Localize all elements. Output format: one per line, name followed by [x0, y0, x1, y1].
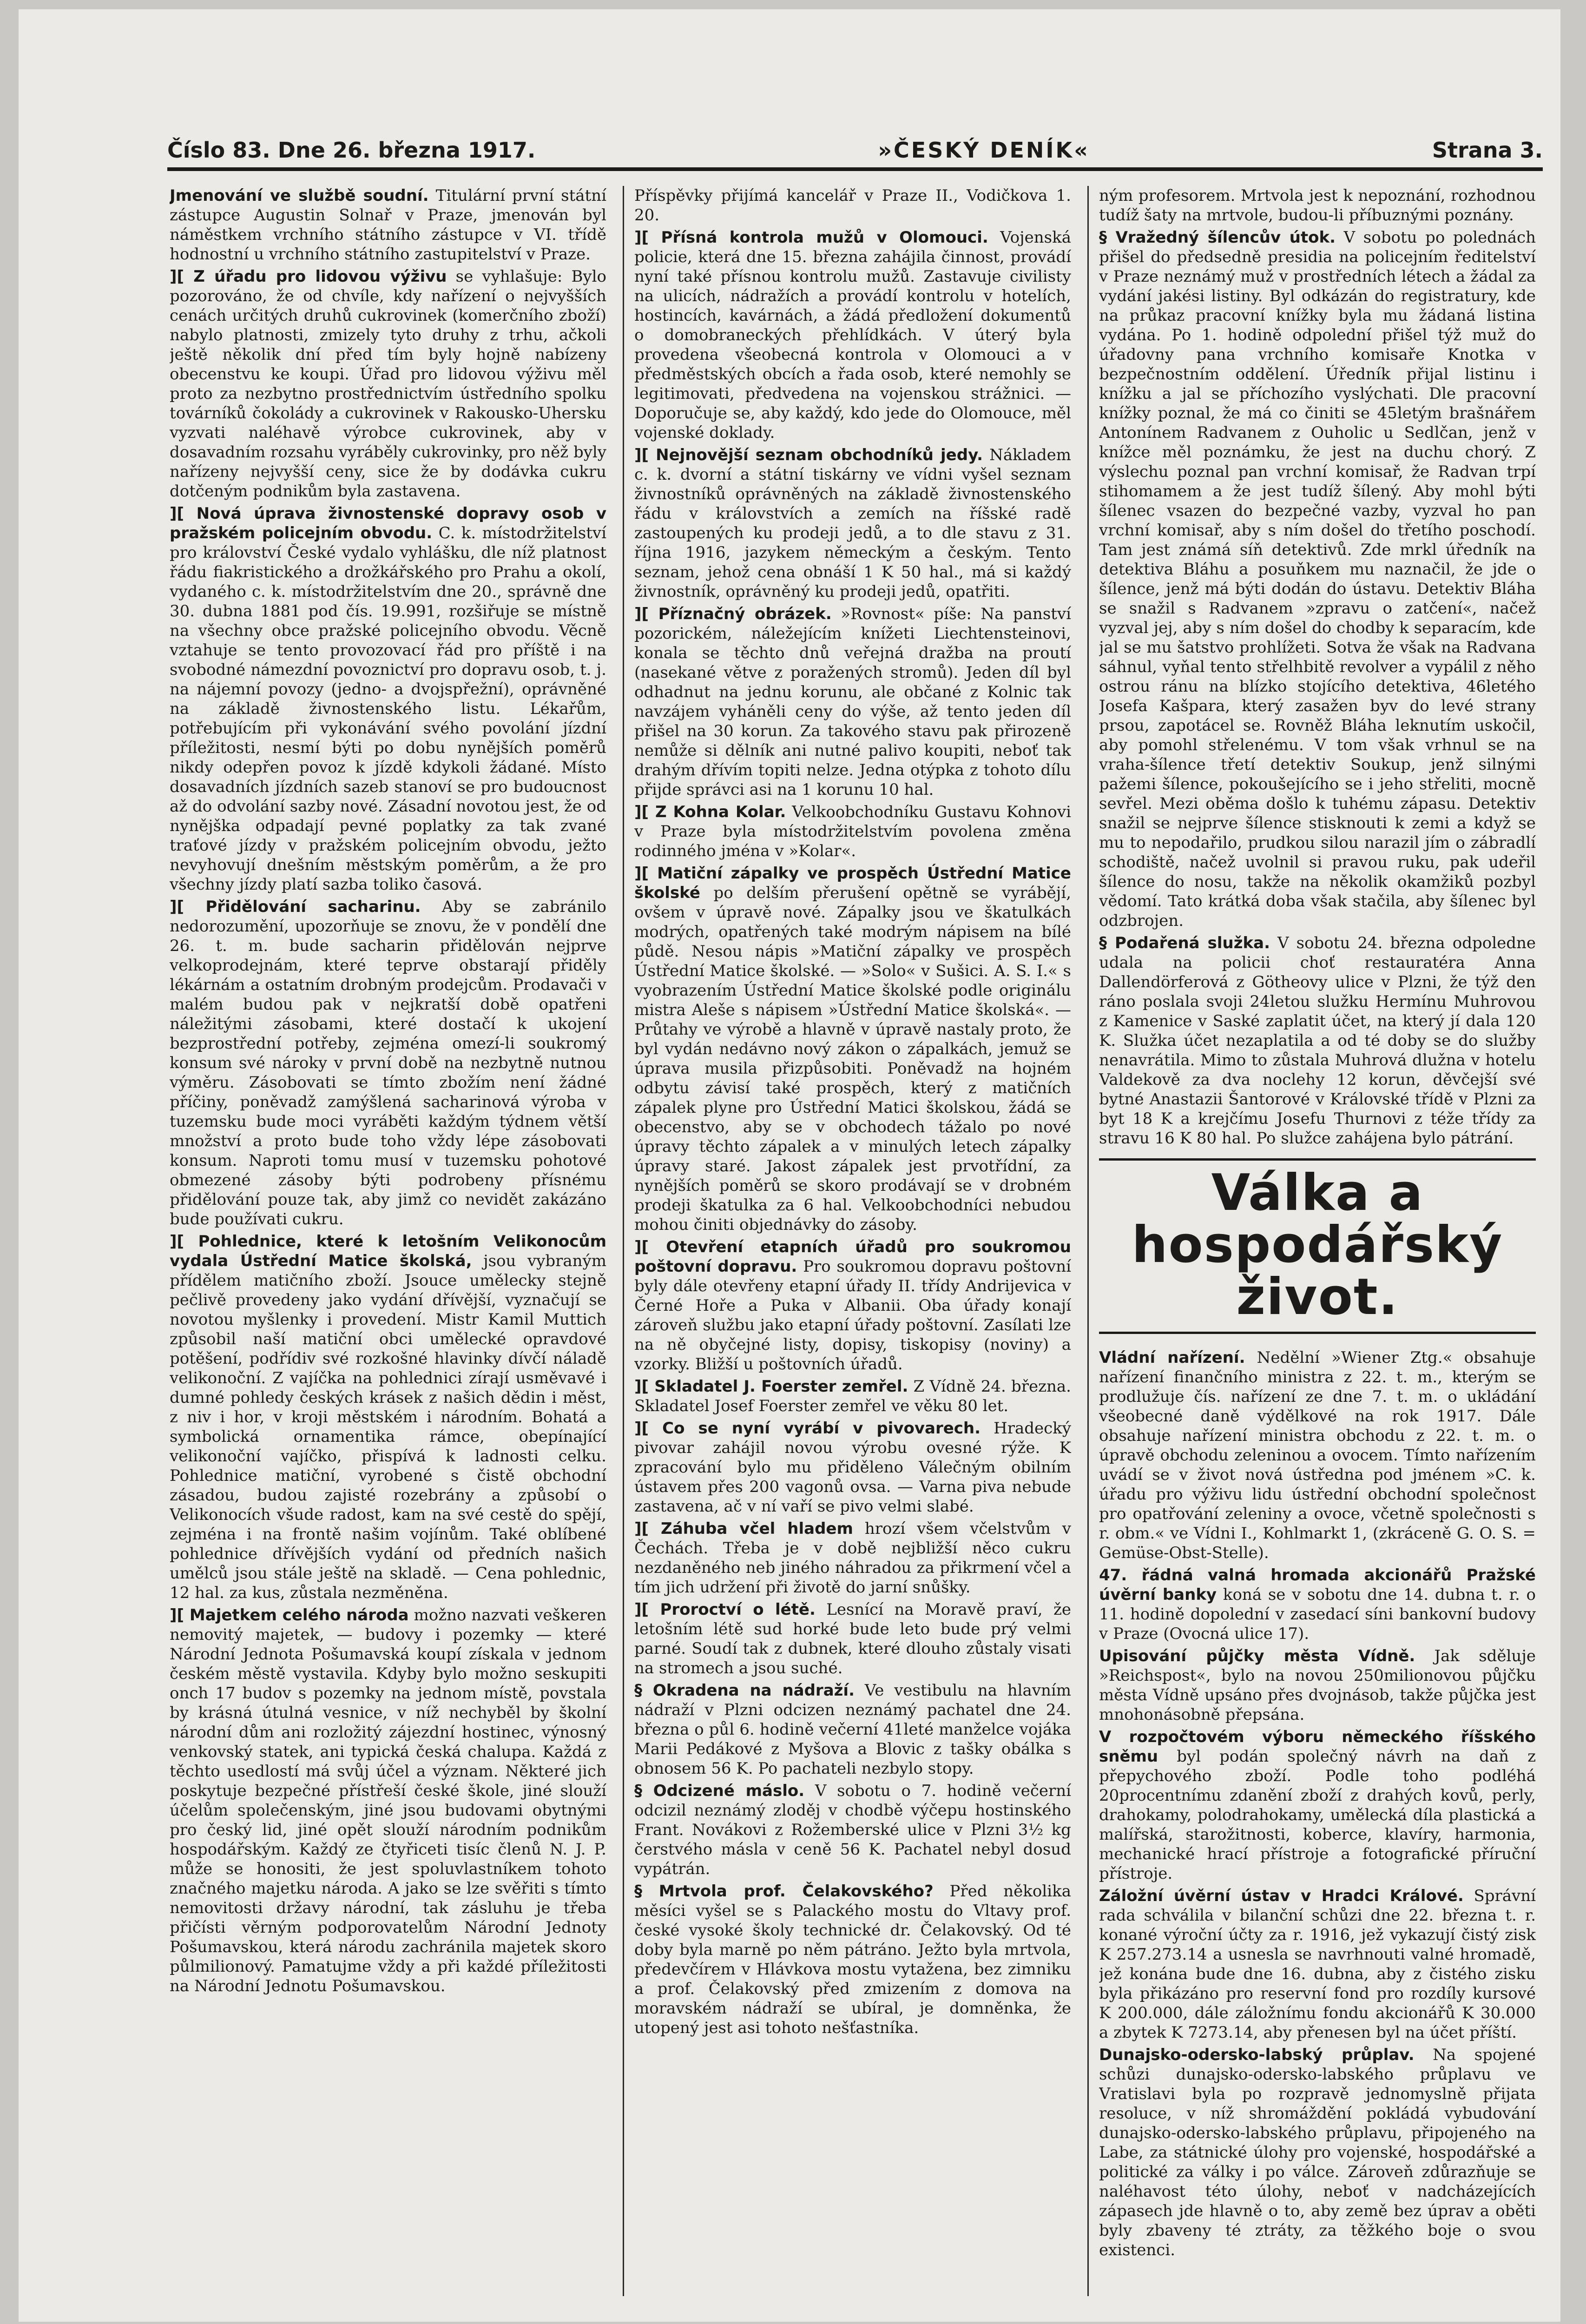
article-paragraph: [634, 1377, 1071, 1416]
article-heading: ][ Z Kohna Kolar.: [634, 803, 786, 821]
article-paragraph: [634, 228, 1071, 442]
article-heading: ][ Příznačný obrázek.: [634, 605, 832, 623]
article-text: V sobotu o 7. hodině večerní odcizil neznámý zloděj v chodbě výčepu hostinského Frant. Novákovi z Rožemberské ulice v Plzni 3½ kg čerstvého másla v ceně 56 K. Pachatel nebyl dosud vypátrán.: [634, 1782, 1071, 1878]
article-heading: ][ Přidělování sacharinu.: [170, 898, 421, 916]
article-text: Na spojené schůzi dunajsko-odersko-labského průplavu ve Vratislavi byla po rozpravě jednomyslně přijata resoluce, v níž shromáždění pokládá vybudování dunajsko-odersko-labského průplavu, připojeného na Labe, za státnické úlohy pro vojenské, hospodářské a politické za války i po válce. Zároveň zdůrazňuje se naléhavost této úlohy, neboť v nadcházejících zápasech jde hlavně o to, aby země bez úprav a oběti byly zbaveny té ztráty, za těžkého boje o svou existenci.: [1099, 2046, 1536, 2259]
newspaper-page: [19, 9, 1560, 2322]
article-paragraph: [1099, 1727, 1536, 1883]
column-3: [1099, 186, 1536, 2296]
article-paragraph: [170, 1605, 606, 1996]
article-heading: ][ Matiční zápalky ve prospěch Ústřední Matice školské: [634, 864, 1071, 902]
article-text: Titulární první státní zástupce Augustin Solnař v Praze, jmenován byl náměstkem vrchního státního zástupce v VI. třídě hodnostní u vrchního státního zastupitelství v Praze.: [170, 186, 606, 264]
article-text: Vojenská policie, která dne 15. března zahájila činnost, provádí nyní také přísnou kontrolu mužů. Zastavuje civilisty na ulicích, nádražích a provádí kontrolu v hotelích, hostincích, kavárnách, a žádá předložení dokumentů o domobraneckých přehlídkách. V úterý byla provedena všeobecná kontrola v Olomouci a v předměstských obcích a řada osob, které nemohly se legitimovati, předvedena na vojenskou strážnici. — Doporučuje se, aby každý, kdo jede do Olomouce, měl vojenské doklady.: [634, 228, 1071, 442]
page-header: [167, 125, 1543, 163]
article-paragraph: [634, 1600, 1071, 1678]
article-heading: § Vražedný šílencův útok.: [1099, 228, 1336, 247]
article-heading: V rozpočtovém výboru německého říšského sněmu: [1099, 1728, 1536, 1766]
article-text: Ve vestibulu na hlavním nádraží v Plzni odcizen neznámý pachatel dne 24. března o půl 6. hodině večerní 41leté manželce vojáka Marii Pedákové z Myšova a Blovic z tašky obálka s obnosem 56 K. Po pachateli nezbylo stopy.: [634, 1681, 1071, 1778]
article-paragraph: [170, 267, 606, 501]
article-text: se vyhlašuje: Bylo pozorováno, že od chvíle, kdy nařízení o nejvyšších cenách určitých druhů cukrovinek (komerčního zboží) nabylo platnosti, zmizely tyto druhy z trhu, ačkoli ještě několik dní před tím byly hojně nabízeny obecenstvu ke koupi. Úřad pro lidovou výživu měl proto za nezbytno prostřednictvím ústředního spolku továrníků čokolády a cukrovinek v Rakousko-Uhersku vyzvati naléhavě výrobce cukrovinek, aby v dosavadním rozsahu vyráběly cukrovinky, pro něž byly nařízeny nejvyšší ceny, sice že by dodávka cukru dotčeným podnikům byla zastavena.: [170, 267, 606, 501]
article-heading: ][ Přísná kontrola mužů v Olomouci.: [634, 228, 988, 247]
article-text: Příspěvky přijímá kancelář v Praze II., Vodičkova 1. 20.: [634, 186, 1071, 224]
article-paragraph: [634, 1519, 1071, 1597]
article-text: Nedělní »Wiener Ztg.« obsahuje nařízení finančního ministra z 22. t. m., kterým se prodlužuje čís. nařízení ze dne 7. t. m. o ukládání všeobecné daně výdělkové na rok 1917. Dále obsahuje nařízení ministra obchodu z 22. t. m. o úpravě obchodu zeleninou a ovocem. Tímto nařízením uvádí se v život nová ústředna pod jménem »C. k. úřadu pro výživu lidu ústřední obchodní společnost pro opatřování zeleniny a ovoce, včetně společnosti s r. obm.« ve Vídni I., Kohlmarkt 1, (zkráceně G. O. S. = Gemüse-Obst-Stelle).: [1099, 1348, 1536, 1562]
article-paragraph: [1099, 228, 1536, 931]
article-paragraph: [634, 1237, 1071, 1374]
article-heading: Vládní nařízení.: [1099, 1348, 1245, 1367]
section-title-line-1: Válka a hospodářský: [1132, 1164, 1503, 1274]
article-text: Nákladem c. k. dvorní a státní tiskárny ve vídni vyšel seznam živnostníků oprávněných na základě živnostenského řádu v královstvích a zemích na říšské radě zastoupených ku prodeji jedů, a to dle stavu z 31. října 1916, jazykem německým a českým. Tento seznam, jehož cena obnáší 1 K 50 hal., má si každý živnostník, oprávněný ku prodeji jedů, opatřiti.: [634, 446, 1071, 601]
article-paragraph: [1099, 1565, 1536, 1644]
article-text: hrozí všem včelstvům v Čechách. Třeba je v době nejbližší něco cukru nezdaněného neb jiného náhradou za přikrmení včel a tím jich udržení při životě do jarní snůšky.: [634, 1519, 1071, 1597]
column-2: [634, 186, 1071, 2296]
article-heading: ][ Nová úprava živnostenské dopravy osob v pražském policejním obvodu.: [170, 504, 606, 542]
article-text: »Rovnost« píše: Na panství pozorickém, náležejícím knížeti Liechtensteinovi, konala se těchto dnů veřejná dražba na proutí (nasekané větve z poražených stromů). Jeden díl byl odhadnut na jednu korunu, ale občané z Kolnic tak navzájem vyháněli ceny do výše, až tento jeden díl přišel na 30 korun. Za takového stavu pak přirozeně nemůže si dělník ani nutné palivo koupiti, neboť tak drahým dřívím topiti nelze. Jedna otýpka z tohoto dílu přijde správci asi na 1 korunu 10 hal.: [634, 605, 1071, 799]
article-text: Aby se zabránilo nedorozumění, upozorňuje se znovu, že v pondělí dne 26. t. m. bude sacharin přidělován nejprve velkoprodejnám, které teprve obstarají přiděly lékárnám a ostatním drobným prodejcům. Prodavači v malém budou pak v nejkratší době opatřeni náležitými zásobami, které dostačí k ukojení bezprostřední potřeby, zejména omezí-li soukromý konsum své nároky v první době na nezbytně nutnou výměru. Zásobovati se tímto zbožím není žádné příčiny, poněvadž zamýšlená sacharinová výroba v tuzemsku bude moci vyráběti každým týdnem větší množství a proto bude toho vždy lépe zásobovati konsum. Naproti tomu musí v tuzemsku pohotové obmezené zásoby býti podrobeny přísnému přidělování pouze tak, aby jimž co nevidět zakázáno bude používati cukru.: [170, 898, 606, 1228]
article-heading: § Mrtvola prof. Čelakovského?: [634, 1882, 934, 1901]
article-heading: ][ Z úřadu pro lidovou výživu: [170, 267, 447, 286]
article-text: V sobotu 24. března odpoledne udala na policii choť restauratéra Anna Dallendörferová z Götheovy ulice v Plzni, že týž den ráno poslala svoji 24letou služku Hermínu Muhrovou z Kamenice v Saské zaplatit účet, na který jí dala 120 K. Služka účet nezaplatila a od té doby se do služby nenavrátila. Mimo to zůstala Muhrová dlužna v hotelu Valdekově za dva noclehy 12 korun, děvčejší své bytné Anastazii Šantorové v Královské třídě v Plzni za byt 18 K a krejčímu Josefu Thurnovi z téže třídy za stravu 16 K 80 hal. Po služce zahájena bylo pátrání.: [1099, 934, 1536, 1148]
article-text: ným profesorem. Mrtvola jest k nepoznání, rozhodnou tudíž šaty na mrtvole, budou-li příbuznými poznány.: [1099, 186, 1536, 224]
article-heading: ][ Co se nyní vyrábí v pivovarech.: [634, 1419, 981, 1438]
article-paragraph: [634, 1419, 1071, 1516]
article-paragraph: [1099, 2045, 1536, 2260]
article-paragraph: [170, 1232, 606, 1603]
article-paragraph: [634, 864, 1071, 1235]
article-heading: Záložní úvěrní ústav v Hradci Králové.: [1099, 1887, 1464, 1905]
article-paragraph: [634, 445, 1071, 601]
article-text: C. k. místodržitelství pro království České vydalo vyhlášku, dle níž platnost řádu fiakristického a drožkářského pro Prahu a okolí, vydaného c. k. místodržitelstvím dne 20., správně dne 30. dubna 1881 pod čís. 19.991, rozšiřuje se místně na všechny obce pražské policejního obvodu. Věcně vztahuje se tento provozovací řád pro příště i na svobodné námezdní povoznictví pro dopravu osob, t. j. na nájemní povozy (jedno- a dvojspřežní), oprávněné na základě živnostenského listu. Lékařům, potřebujícím při vykonávání svého povolání jízdní příležitosti, nesmí býti po dobu nynějších poměrů nikdy odepřen povoz k jízdě kdykoli žádané. Místo dosavadních jízdních sazeb stanoví se pro budoucnost až do odvolání sazby nové. Zásadní novotou jest, že od nynějška odpadají pevné poplatky za tak zvané traťové jízdy v pražském policejním obvodu, ježto nevyhovují dnešním městským poměrům, a že pro všechny jízdy platí sazba toliko časová.: [170, 524, 606, 894]
article-paragraph: [634, 1781, 1071, 1879]
article-text: Hradecký pivovar zahájil novou výrobu ovesné rýže. K zpracování bylo mu přiděleno Válečným obilním ústavem přes 200 vagonů ovsa. — Varna piva nebude zastavena, ač v ní vaří se pivo velmi slabé.: [634, 1419, 1071, 1516]
article-paragraph: [634, 802, 1071, 861]
column-divider: [623, 186, 624, 2296]
article-heading: ][ Proroctví o létě.: [634, 1600, 816, 1619]
section-title-line-2: život.: [1236, 1268, 1399, 1326]
article-text: jsou vybraným přídělem matičního zboží. Jsouce umělecky stejně pečlivě provedeny jako vydání dřívější, vyznačují se novotou myšlenky i provedení. Mistr Kamil Muttich způsobil naší matiční obci umělecké opravdové potěšení, podřídiv své rozkošné hlavinky dívčí náladě velikonoční. Z vajíčka na pohlednici zírají usměvavé i dumné pohledy českých krásek z našich dědin i měst, z niv i hor, v kroji městském i národním. Bohatá a symbolická ornamentika rámce, obepínající velikonoční vajíčko, přispívá k ladnosti celku. Pohlednice matiční, vyrobené s čistě obchodní zásadou, budou zajisté rozebrány a způsobí o Velikonocích všude radost, kam na své cestě do spějí, zejména i na frontě našim vojínům. Také oblíbené pohlednice dřívějších vydání od předních našich umělců jsou stále ještě na skladě. — Cena pohlednic, 12 hal. za kus, zůstala nezměněna.: [170, 1252, 606, 1602]
article-heading: Upisování půjčky města Vídně.: [1099, 1647, 1415, 1665]
article-paragraph: [634, 1681, 1071, 1778]
article-heading: Dunajsko-odersko-labský průplav.: [1099, 2046, 1415, 2064]
article-heading: § Podařená služka.: [1099, 934, 1270, 952]
article-paragraph: [1099, 933, 1536, 1148]
section-banner: [1099, 1158, 1536, 1334]
article-heading: § Odcizené máslo.: [634, 1782, 805, 1800]
article-heading: ][ Skladatel J. Foerster zemřel.: [634, 1377, 908, 1396]
article-heading: ][ Majetkem celého národa: [170, 1606, 409, 1624]
column-1: [170, 186, 606, 2296]
article-text: Z Vídně 24. března. Skladatel Josef Foerster zemřel ve věku 80 let.: [634, 1377, 1071, 1415]
article-heading: ][ Záhuba včel hladem: [634, 1519, 853, 1538]
article-heading: Jmenování ve službě soudní.: [170, 186, 429, 205]
article-text: Před několika měsíci vyšel se s Palackého mostu do Vltavy prof. české vysoké školy technické dr. Čelakovský. Od té doby byla marně po něm pátráno. Ježto byla mrtvola, předevčírem v Hlávkova mostu vytažena, bez zimniku a prof. Čelakovský před zmizením z domova na moravském nádraží se ubíral, je domněnka, že utopený jest asi tohoto nešťastníka.: [634, 1882, 1071, 2037]
article-heading: 47. řádná valná hromada akcionářů Pražské úvěrní banky: [1099, 1566, 1536, 1604]
article-text: koná se v sobotu dne 14. dubna t. r. o 11. hodině dopolední v zasedací síni bankovní budovy v Praze (Ovocná ulice 17).: [1099, 1585, 1536, 1643]
article-paragraph: [1099, 1348, 1536, 1563]
article-paragraph: [634, 186, 1071, 225]
article-heading: § Okradena na nádraží.: [634, 1681, 855, 1700]
article-text: Pro soukromou dopravu poštovní byly dále otevřeny etapní úřady II. třídy Andrijevica v Černé Hoře a Puka v Albanii. Oba úřady konají zároveň službu jako etapní úřady poštovní. Zasílati lze na ně obyčejné listy, dopisy, tiskopisy (noviny) a vzorky. Bližší u poštovních úřadů.: [634, 1257, 1071, 1373]
page-number: Strana 3.: [1432, 138, 1543, 163]
article-text: Jak sděluje »Reichspost«, bylo na novou 250milionovou půjčku města Vídně upsáno přes dvojnásob, takže půjčka jest mnohonásobně přepsána.: [1099, 1647, 1536, 1724]
article-text: možno nazvati veškeren nemovitý majetek, — budovy i pozemky — které Národní Jednota Pošumavská koupí získala v jednom českém městě vystavila. Kdyby bylo možno seskupiti onch 17 budov s pozemky na jednom místě, povstala by krásná útulná vesnice, v níž nechyběl by školní národní dům ani rozložitý zájezdní hostinec, výnosný venkovský statek, ani typická česká chalupa. Každá z těchto usedlostí má svůj účel a význam. Některé jich poskytuje bezpečné přístřeší české škole, jiné slouží účelům společenským, jiné jsou budovami obytnými pro český lid, jiné opět slouží národním podnikům hospodářským. Každý ze čtyřiceti tisíc členů N. J. P. může se honositi, že jest spoluvlastníkem tohoto značného majetku národa. A jako se lze svěřiti s tímto nemovitosti državy národní, tak zásluhu je třeba přičísti věrným podporovatelům Národní Jednoty Pošumavskou, která národu zachránila majetek skoro půlmilionový. Pamatujme vždy a při každé příležitosti na Národní Jednotu Pošumavskou.: [170, 1606, 606, 1995]
article-heading: ][ Otevření etapních úřadů pro soukromou poštovní dopravu.: [634, 1238, 1071, 1276]
issue-date: Číslo 83. Dne 26. března 1917.: [167, 138, 536, 163]
article-paragraph: [1099, 186, 1536, 225]
article-text: byl podán společný návrh na daň z přepychového zboží. Podle toho podléhá 20procentnímu zdanění zboží z drahých kovů, perly, drahokamy, polodrahokamy, umělecká díla plastická a malířská, starožitnosti, koberce, klavíry, harmonia, mechanické hrací přístroje a fotografické příruční přístroje.: [1099, 1747, 1536, 1883]
newspaper-title: »ČESKÝ DENÍK«: [878, 138, 1090, 163]
article-paragraph: [170, 504, 606, 894]
header-rule: [167, 167, 1543, 171]
article-text: V sobotu po polednách přišel do předsedně presidia na policejním ředitelství v Praze neznámý muž v prostředních létech a žádal za vydání jakési listiny. Byl odkázán do registratury, kde na průkaz pracovní knížky byla mu žádaná listina vydána. Po 1. hodině odpolední přišel týž muž do úřadovny pana vrchního komisaře Knotka v bezpečnostním oddělení. Úředník přijal listinu i knížku a jal se příchozího vyslýchati. Dle pracovní knížky poznal, že má co činiti se 45letým brašnářem Antonínem Radvanem z Ouholic u Sedlčan, jenž v knížce měl poznámku, že jest na duchu chorý. Z výslechu poznal pan vrchní komisař, že Radvan trpí stihomamem a že jest tudíž šílený. Aby mohl býti šílenec vsazen do bezpečné vazby, vyzval ho pan vrchní komisař, aby s ním došel do třetího poschodí. Tam jest známá síň detektivů. Zde mrkl úředník na detektiva Bláhu a posuňkem mu naznačil, že jde o šílence, jenž má býti dodán do ústavu. Detektiv Bláha se snažil s Radvanem »zpravu o zatčení«, načež vyzval jej, aby s ním došel do chodby k separacím, kde jal se mu šatstvo prohlížeti. Sotva že však na Radvana sáhnul, vyňal tento střelhbitě revolver a vypálil z něho ostrou ránu na blízko stojícího detektiva, 46letého Josefa Kašpara, který zasažen byv do levé strany prsou, zapotácel se. Rovněž Bláha leknutím uskočil, aby pomohl střelenému. V tom však vrhnul se na vraha-šílence třetí detektiv Soukup, jenž silnými pažemi šílence, pokoušejícího se i jeho střeliti, mocně sevřel. Mezi oběma došlo k tuhému zápasu. Detektiv snažil se nejprve šílence stisknouti k zemi a když se mu to nepodařilo, prudkou silou narazil jím o zábradlí schodiště, načež uvolnil si pravou ruku, pak udeřil šílence do nosu, takže na několik okamžiků pozbyl vědomí. Tato krátká doba však stačila, aby šílenec byl odzbrojen.: [1099, 228, 1536, 930]
article-text: Správní rada schválila v bilanční schůzi dne 22. března t. r. konané výroční účty za r. 1916, jež vykazují čistý zisk K 257.273.14 a usnesla se navrhnouti valné hromadě, jež konána bude dne 16. dubna, aby z čistého zisku byla přikázáno pro reservní fond pro rozdíly kursové K 200.000, dále záložnímu fondu akcionářů K 30.000 a zbytek K 7273.14, aby přenesen byl na účet příští.: [1099, 1887, 1536, 2042]
article-paragraph: [634, 1882, 1071, 2038]
article-paragraph: [634, 604, 1071, 799]
article-text: Velkoobchodníku Gustavu Kohnovi v Praze byla místodržitelstvím povolena změna rodinného jména v »Kolar«.: [634, 803, 1071, 860]
article-paragraph: [1099, 1886, 1536, 2042]
article-paragraph: [170, 186, 606, 264]
article-paragraph: [170, 897, 606, 1229]
article-heading: ][ Pohlednice, které k letošním Velikonocům vydala Ústřední Matice školská,: [170, 1232, 606, 1270]
article-text: po delším přerušení opětně se vyrábějí, ovšem v úpravě nové. Zápalky jsou ve škatulkách modrých, opatřených také modrým nápisem na bílé půdě. Nesou nápis »Matiční zápalky ve prospěch Ústřední Matice školské. — »Solo« v Sušici. A. S. I.« s vyobrazením Ústřední Matice školské podle originálu mistra Aleše s nápisem »Ústřední Matice školská«. — Průtahy ve výrobě a hlavně v úpravě nastaly proto, že byl vydán nedávno nový zákon o zápalkách, jemuž se úprava musila přizpůsobiti. Poněvadž na hojném odbytu závisí také prospěch, který z matičních zápalek plyne pro Ústřední Matici školskou, žádá se obecenstvo, aby se v obchodech tážalo po nové úpravy těchto zápalek a v minulých letech zápalky úpravy staré. Jakost zápalek jest prvotřídní, za nynějších poměrů se skoro prodávají se v drobném prodeji škatulka za 6 hal. Velkoobchodníci nebudou mohou činiti objednávky do zásoby.: [634, 884, 1071, 1234]
column-divider: [1087, 186, 1089, 2296]
article-paragraph: [1099, 1646, 1536, 1724]
article-heading: ][ Nejnovější seznam obchodníků jedy.: [634, 446, 983, 464]
article-text: Lesnící na Moravě praví, že letošním létě sud horké bude leto bude prý velmi parné. Soudí tak z dubnek, které dlouho zůstaly visati na stromech a jsou suché.: [634, 1600, 1071, 1677]
